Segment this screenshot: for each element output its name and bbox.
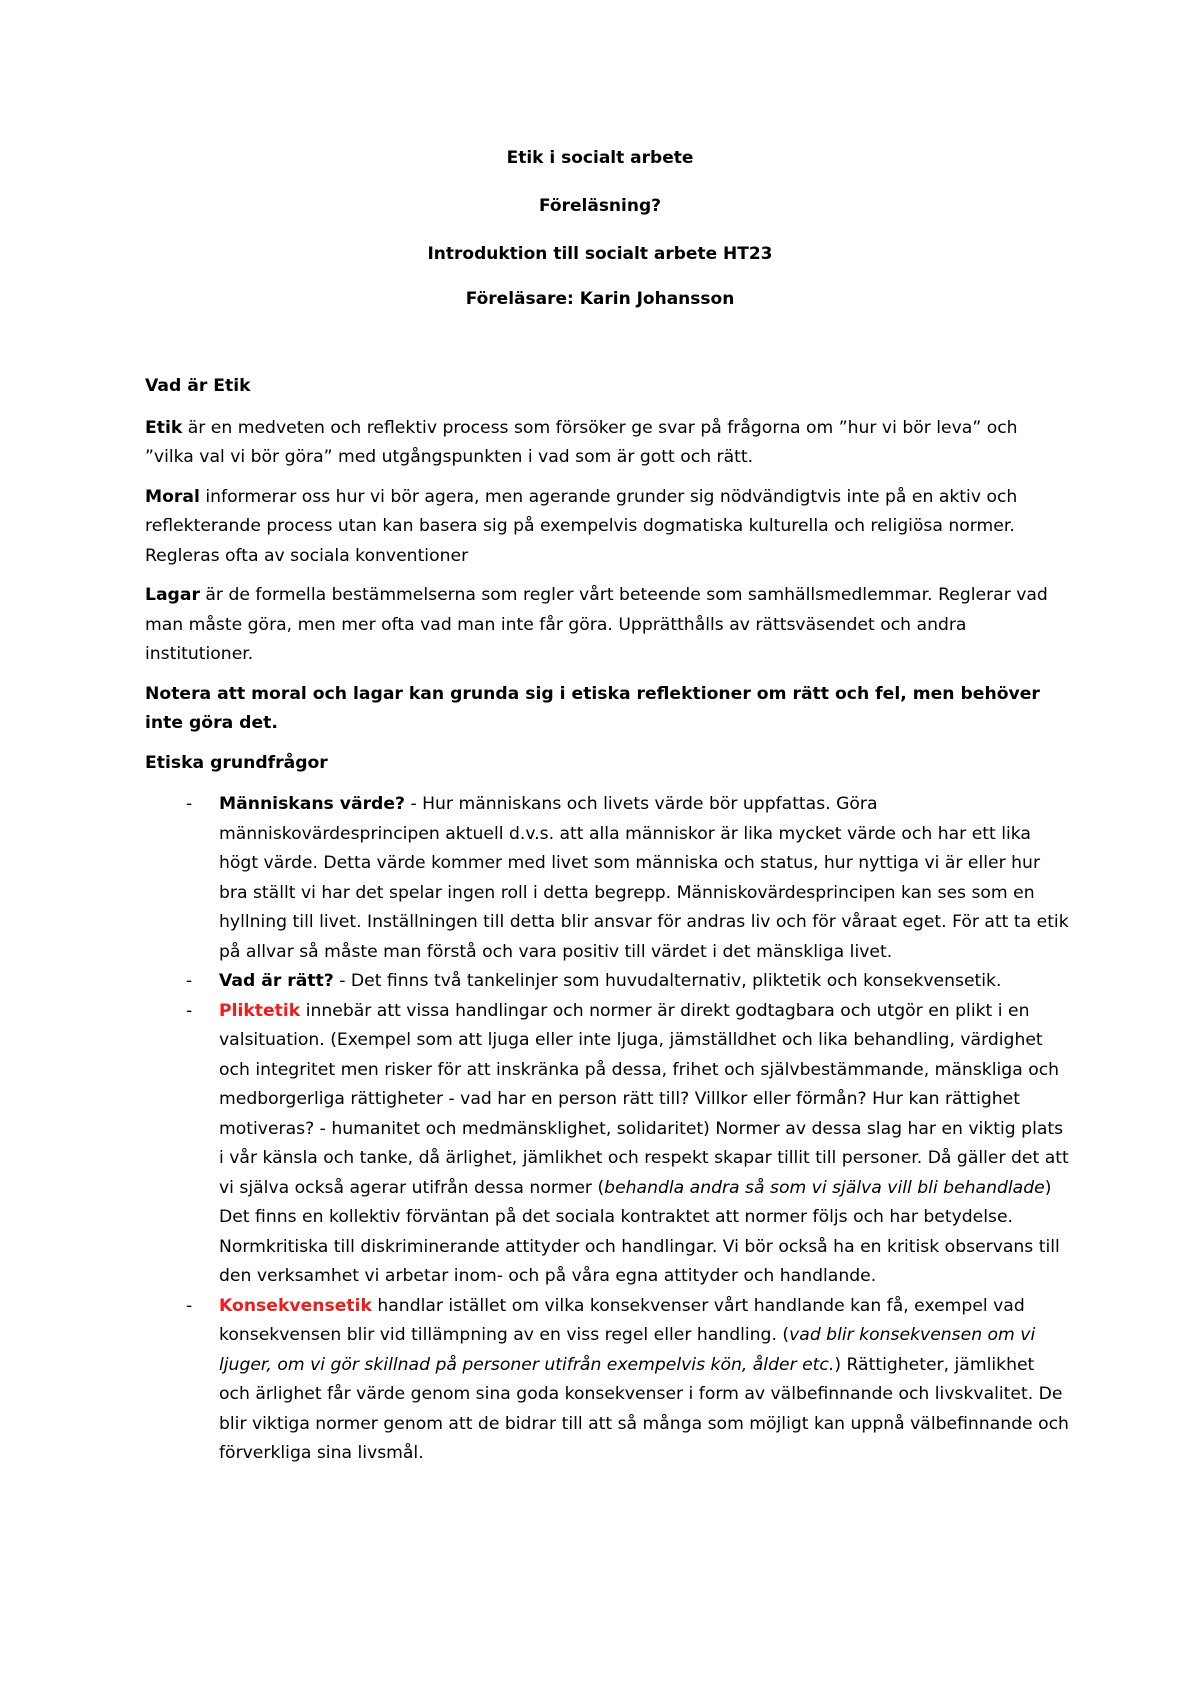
term-konsekvensetik: Konsekvensetik [219, 1295, 372, 1316]
list-item-italic-text: vad blir konsekvensen om vi ljuger, om vi gör skillnad på personer utifrån exempelvis kön, ålder etc. [219, 1325, 1036, 1375]
term-pliktetik: Pliktetik [219, 1000, 301, 1021]
list-dash-marker: - [186, 1000, 193, 1021]
paragraph-moral-text: informerar oss hur vi bör agera, men agerande grunder sig nödvändigtvis inte på en aktiv och reflekterande process utan kan basera sig på exempelvis dogmatiska kulturella och religiösa normer. Regleras ofta av sociala konventioner [145, 486, 1018, 566]
term-manniskans-varde: Människans värde? [219, 794, 405, 814]
list-dash-marker: - [186, 794, 193, 814]
list-item [145, 997, 1070, 1292]
list-item-text: handlar istället om vilka konsekvenser vårt handlande kan få, exempel vad konsekvensen blir vid tillämpning av en viss regel eller handling. ( [219, 1295, 1025, 1345]
note-paragraph: Notera att moral och lagar kan grunda sig i etiska reflektioner om rätt och fel, men behöver inte göra det. [145, 683, 1040, 733]
paragraph-lagar-text: är de formella bestämmelserna som regler vårt beteende som samhällsmedlemmar. Reglerar vad man måste göra, men mer ofta vad man inte får göra. Upprätthålls av rättsväsendet och andra institutioner. [145, 585, 1048, 664]
term-moral: Moral [145, 486, 200, 507]
paragraph-lagar [145, 581, 1070, 670]
list-item-text: innebär att vissa handlingar och normer är direkt godtagbara och utgör en plikt i en valsituation. (Exempel som att ljuga eller inte ljuga, jämställdhet och lika behandling, värdighet och integritet men risker för att inskränka på dessa, frihet och självbestämmande, mänskliga och medborgerliga rättigheter - vad har en person rätt till? Villkor eller förmån? Hur kan rättighet motiveras? - humanitet och medmänsklighet, solidaritet) Normer av dessa slag har en viktig plats i vår känsla och tanke, då ärlighet, jämlikhet och respekt skapar tillit till personer. Då gäller det att vi själva också agerar utifrån dessa normer ( [219, 1000, 1069, 1198]
paragraph-moral [145, 483, 1070, 572]
term-lagar: Lagar [145, 585, 200, 605]
grundfragor-list [145, 790, 1070, 1469]
list-dash-marker: - [186, 971, 193, 991]
term-vad-ar-ratt: Vad är rätt? [219, 971, 334, 991]
term-etik: Etik [145, 417, 183, 438]
course-name: Introduktion till socialt arbete HT23 [427, 244, 773, 264]
list-item-text: - Det finns två tankelinjer som huvudalternativ, pliktetik och konsekvensetik. [333, 971, 1002, 991]
lecturer-line: Föreläsare: Karin Johansson [465, 289, 735, 309]
document-body [145, 372, 1070, 1469]
paragraph-etik [145, 414, 1070, 473]
list-item-text: ) Rättigheter, jämlikhet och ärlighet får värde genom sina goda konsekvenser i form av välbefinnande och livskvalitet. De blir viktiga normer genom att de bidrar till att så många som möjligt kan uppnå välbefinnande och förverkliga sina livsmål. [219, 1354, 1069, 1463]
list-item [145, 790, 1070, 967]
section-heading-vad-ar-etik: Vad är Etik [145, 376, 251, 396]
list-item-text: - Hur människans och livets värde bör uppfattas. Göra människovärdesprincipen aktuell d.v.s. att alla människor är lika mycket värde och har ett lika högt värde. Detta värde kommer med livet som människa och status, hur nyttiga vi är eller hur bra ställt vi har det spelar ingen roll i detta begrepp. Människovärdesprincipen kan ses som en hyllning till livet. Inställningen till detta blir ansvar för andras liv och för våraat eget. För att ta etik på allvar så måste man förstå och vara positiv till värdet i det mänskliga livet. [219, 794, 1069, 962]
section-heading-etiska-grundfragor: Etiska grundfrågor [145, 752, 328, 773]
list-item [145, 967, 1070, 997]
list-item [145, 1292, 1070, 1469]
list-item-text: ) Det finns en kollektiv förväntan på det sociala kontraktet att normer följs och har betydelse. Normkritiska till diskriminerande attityder och handlingar. Vi bör också ha en kritisk observans till den verksamhet vi arbetar inom- och på våra egna attityder och handlande. [219, 1177, 1060, 1286]
document-title: Etik i socialt arbete [506, 148, 694, 168]
document-subtitle: Föreläsning? [539, 196, 661, 216]
list-dash-marker: - [186, 1295, 193, 1316]
paragraph-etik-text: är en medveten och reflektiv process som försöker ge svar på frågorna om ”hur vi bör leva” och ”vilka val vi bör göra” med utgångspunkten i vad som är gott och rätt. [145, 417, 1018, 467]
list-item-italic-text: behandla andra så som vi själva vill bli behandlade [604, 1177, 1045, 1198]
